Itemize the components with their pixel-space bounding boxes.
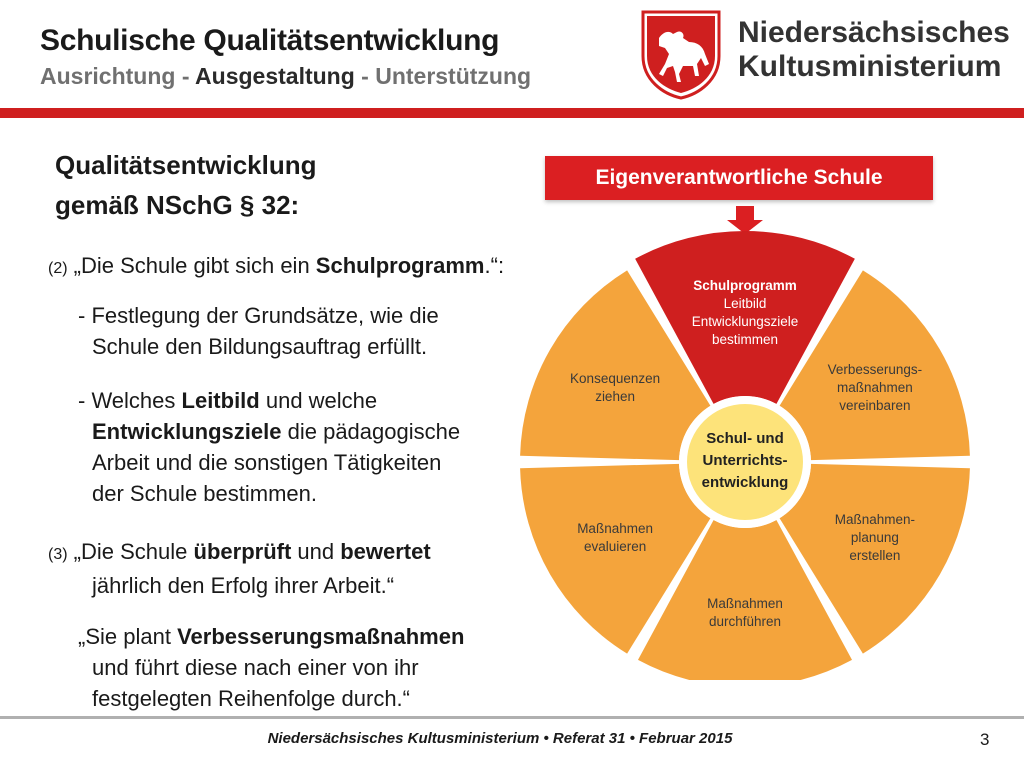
cycle-segment-label: durchführen [708,614,782,629]
lower-saxony-horse-crest-icon [639,8,723,100]
list-item [78,300,538,362]
paragraph-line: jährlich den Erfolg ihrer Arbeit.“ [92,573,395,598]
quote-paragraph [78,621,538,714]
list-item-line: Schule den Bildungsauftrag erfüllt. [92,334,428,359]
paragraph-3 [48,536,518,601]
paragraph-2 [48,250,504,284]
list-item-text: und welche [259,388,378,413]
center-label-line: Schul- und [706,430,784,447]
list-item-line: - Festlegung der Grundsätze, wie die [78,303,439,328]
center-label-line: Unterrichts- [702,452,788,469]
cycle-segment-label: Maßnahmen [707,596,783,611]
emphasis-term: Schulprogramm [315,253,485,278]
cycle-segment-label: evaluieren [583,539,647,554]
cycle-segment-label: maßnahmen [837,380,913,395]
list-item-line: der Schule bestimmen. [92,481,317,506]
subtitle-part-3: - Unterstützung [354,63,532,89]
cycle-segment-label: Maßnahmen [577,521,653,536]
section-title-line-2: gemäß NSchG § 32: [55,190,300,220]
cycle-segment-label: Verbesserungs- [827,362,923,377]
paragraph-text: .“: [484,253,505,278]
ministry-name [738,16,1010,84]
emphasis-term: Verbesserungsmaßnahmen [177,624,465,649]
section-title [55,145,317,225]
paragraph-text: „Die Schule [67,539,194,564]
list-item [78,385,538,509]
cycle-segment-label: Maßnahmen- [834,512,916,527]
list-item-text: - Welches [78,388,182,413]
list-item-text: die pädagogische [281,419,461,444]
emphasis-term: bewertet [340,539,431,564]
quality-cycle-diagram [505,200,985,680]
cycle-segment-label: Schulprogramm [693,278,797,293]
diagram-banner: Eigenverantwortliche Schule [545,156,933,200]
cycle-segment-label: ziehen [595,389,635,404]
cycle-segment-label: vereinbaren [839,398,911,413]
subtitle-part-1: Ausrichtung - [40,63,196,89]
emphasis-term: Leitbild [181,388,260,413]
section-title-line-1: Qualitätsentwicklung [55,150,317,180]
cycle-segment-label: planung [850,530,899,545]
emphasis-term: Entwicklungsziele [92,419,282,444]
down-arrow-icon [727,206,763,234]
slide-subtitle [40,63,531,90]
page-number: 3 [980,730,990,749]
quote-text: „Sie plant [78,624,178,649]
quote-line: und führt diese nach einer von ihr [92,655,419,680]
cycle-segment-label: bestimmen [711,332,779,347]
ministry-line-1: Niedersächsisches [738,16,1010,49]
list-item-line: Arbeit und die sonstigen Tätigkeiten [92,450,442,475]
header-divider [0,108,1024,118]
cycle-segment-label: Entwicklungsziele [691,314,799,329]
subtitle-part-2: Ausgestaltung [195,63,355,89]
quote-line: festgelegten Reihenfolge durch.“ [92,686,410,711]
paragraph-number: (2) [48,260,68,277]
emphasis-term: überprüft [193,539,292,564]
cycle-segment-label: Leitbild [723,296,767,311]
paragraph-text: und [291,539,341,564]
footer-divider [0,716,1024,719]
ministry-line-2: Kultusministerium [738,50,1002,83]
cycle-segment-label: erstellen [849,548,901,563]
paragraph-number: (3) [48,546,68,563]
slide-title: Schulische Qualitätsentwicklung [40,24,500,57]
center-label-line: entwicklung [701,474,789,491]
paragraph-text: „Die Schule gibt sich ein [67,253,316,278]
footer-text: Niedersächsisches Kultusministerium • Referat 31 • Februar 2015 [267,730,733,747]
cycle-segment-label: Konsequenzen [570,371,661,386]
